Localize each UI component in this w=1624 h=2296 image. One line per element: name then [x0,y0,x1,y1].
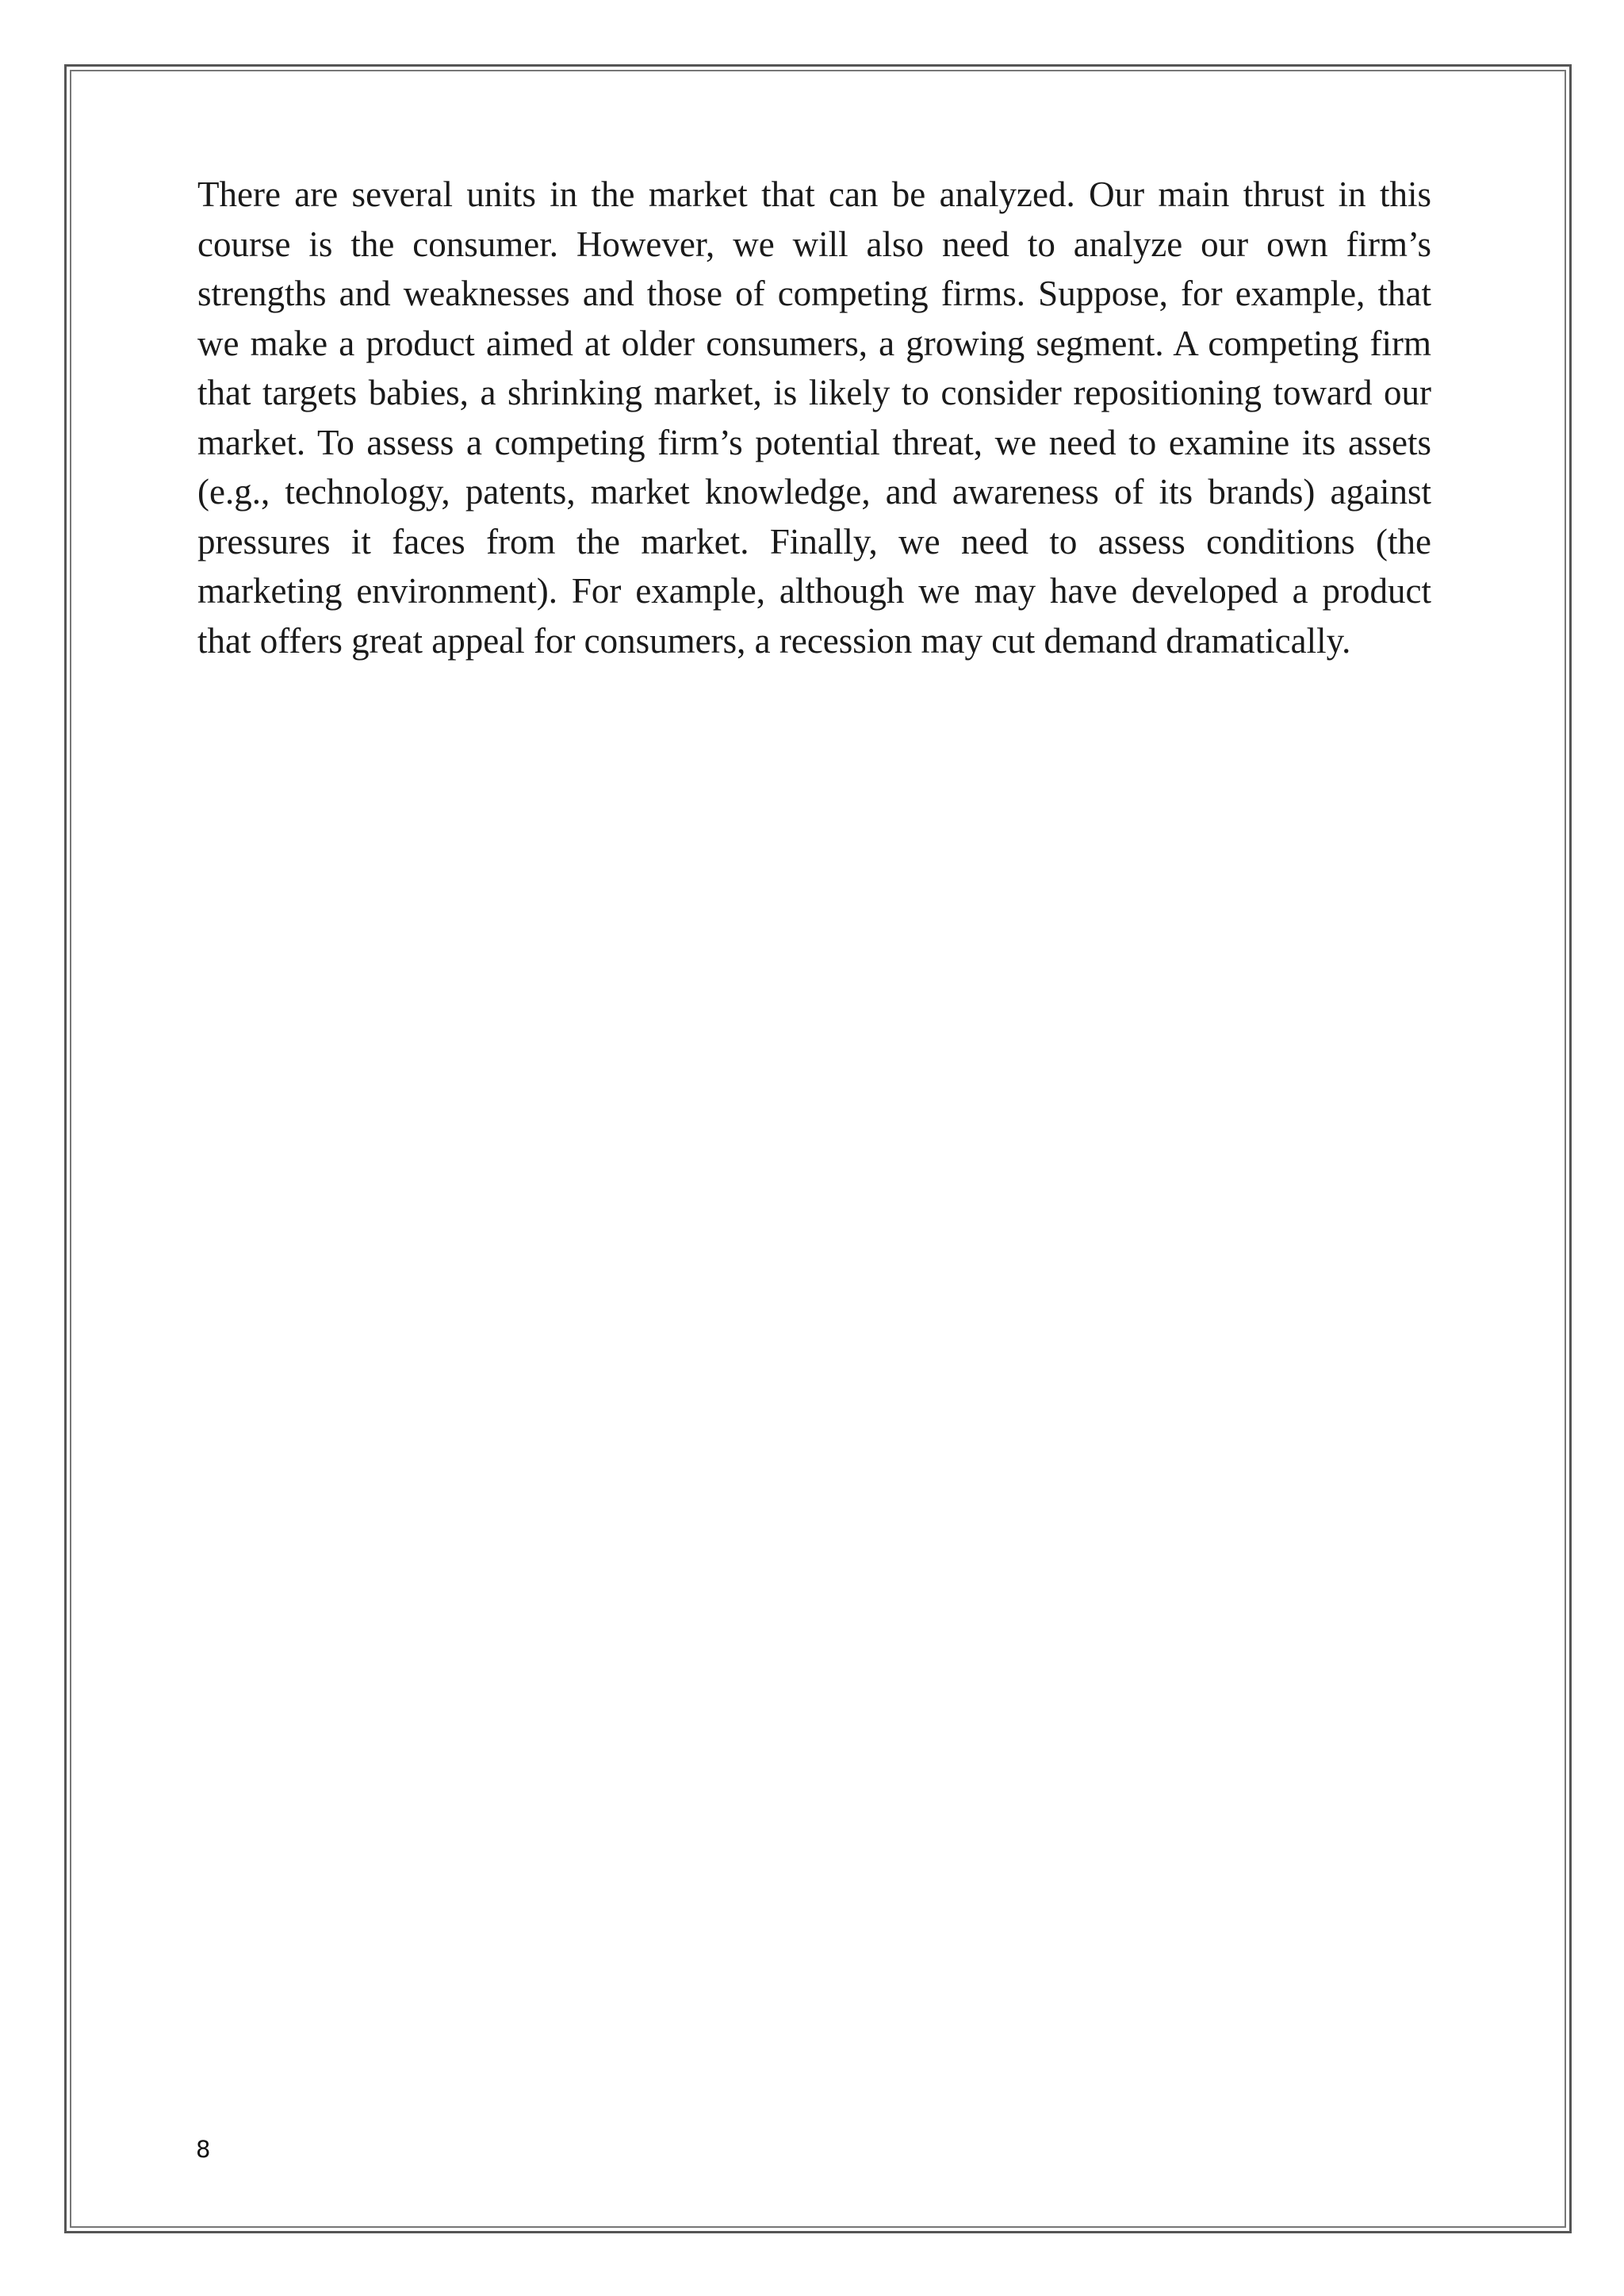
page-number: 8 [196,2136,211,2163]
body-paragraph: There are several units in the market that can be analyzed. Our main thrust in this course is the consumer. However, we will also need to analyze our own firm’s strengths and weaknesses and those of competing firms. Suppose, for example, that we make a product aimed at older consumers, a growing segment. A competing firm that targets babies, a shrinking market, is likely to consider repositioning toward our market. To assess a competing firm’s potential threat, we need to examine its assets (e.g., technology, patents, market knowledge, and awareness of its brands) against pressures it faces from the market. Finally, we need to assess conditions (the marketing environment). For example, although we may have developed a product that offers great appeal for consumers, a recession may cut demand dramatically. [197,174,1431,661]
